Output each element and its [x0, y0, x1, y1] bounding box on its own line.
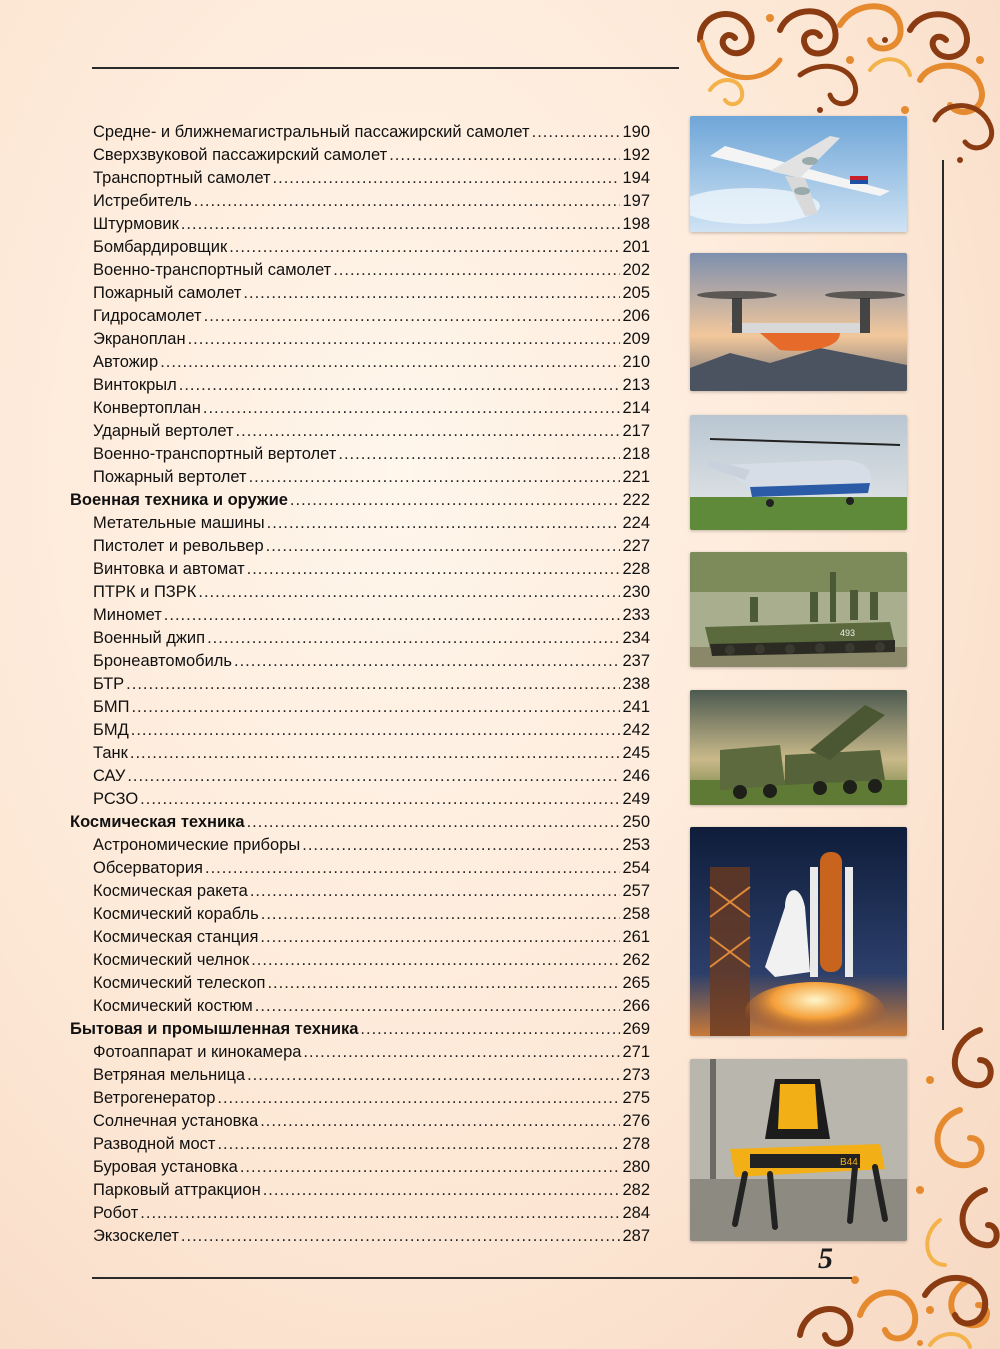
toc-entry [70, 443, 650, 466]
toc-entry [70, 167, 650, 190]
toc-section [70, 489, 650, 512]
toc-title: Буровая установка [93, 1158, 238, 1176]
toc-page-number: 257 [622, 882, 650, 900]
toc-title: Парковый аттракцион [93, 1181, 261, 1199]
toc-title: Ветряная мельница [93, 1066, 246, 1084]
toc-leader-dots [302, 834, 620, 857]
toc-entry [70, 765, 650, 788]
toc-entry [70, 351, 650, 374]
toc-entry [70, 328, 650, 351]
toc-title: Фотоаппарат и кинокамера [93, 1043, 302, 1061]
toc-leader-dots [338, 443, 620, 466]
bottom-rule [92, 1277, 852, 1279]
toc-page-number: 237 [622, 652, 650, 670]
toc-entry [70, 512, 650, 535]
toc-title: Сверхзвуковой пассажирский самолет [93, 146, 388, 164]
toc-page-number: 194 [622, 169, 650, 187]
toc-entry [70, 190, 650, 213]
toc-leader-dots [131, 719, 621, 742]
toc-page-number: 249 [622, 790, 650, 808]
toc-title: Космический костюм [93, 997, 253, 1015]
toc-title: Экзоскелет [93, 1227, 179, 1245]
toc-leader-dots [249, 466, 621, 489]
toc-entry [70, 420, 650, 443]
toc-leader-dots [261, 903, 621, 926]
toc-page-number: 242 [622, 721, 650, 739]
toc-section [70, 811, 650, 834]
toc-title: Пожарный вертолет [93, 468, 247, 486]
toc-leader-dots [247, 558, 621, 581]
photo-passenger-airliner [690, 116, 907, 232]
toc-page-number: 284 [622, 1204, 650, 1222]
toc-entry [70, 213, 650, 236]
toc-title: Пожарный самолет [93, 284, 242, 302]
toc-page-number: 205 [622, 284, 650, 302]
toc-entry [70, 650, 650, 673]
toc-page-number: 258 [622, 905, 650, 923]
toc-page-number: 245 [622, 744, 650, 762]
toc-leader-dots [181, 213, 621, 236]
toc-page-number: 276 [622, 1112, 650, 1130]
toc-page-number: 233 [622, 606, 650, 624]
toc-leader-dots [181, 1225, 621, 1248]
toc-title: Миномет [93, 606, 162, 624]
toc-entry [70, 949, 650, 972]
toc-leader-dots [236, 420, 621, 443]
toc-page-number: 266 [622, 997, 650, 1015]
photo-robot-dog [690, 1059, 907, 1241]
toc-leader-dots [267, 512, 621, 535]
toc-page-number: 253 [622, 836, 650, 854]
toc-leader-dots [263, 1179, 621, 1202]
photo-rocket-launcher [690, 690, 907, 805]
toc-entry [70, 581, 650, 604]
toc-title: Винтовка и автомат [93, 560, 245, 578]
toc-title: Космический корабль [93, 905, 259, 923]
toc-page-number: 271 [622, 1043, 650, 1061]
toc-entry [70, 1133, 650, 1156]
toc-leader-dots [204, 305, 621, 328]
toc-entry [70, 627, 650, 650]
toc-leader-dots [240, 1156, 621, 1179]
toc-title: Транспортный самолет [93, 169, 271, 187]
toc-entry [70, 1156, 650, 1179]
toc-page-number: 213 [622, 376, 650, 394]
toc-entry [70, 236, 650, 259]
toc-leader-dots [389, 144, 620, 167]
toc-title: РСЗО [93, 790, 139, 808]
toc-leader-dots [273, 167, 621, 190]
toc-page-number: 238 [622, 675, 650, 693]
toc-leader-dots [267, 972, 620, 995]
toc-page-number: 209 [622, 330, 650, 348]
toc-entry [70, 1179, 650, 1202]
toc-entry [70, 1225, 650, 1248]
toc-leader-dots [130, 742, 621, 765]
toc-entry [70, 673, 650, 696]
toc-leader-dots [207, 627, 620, 650]
toc-title: Штурмовик [93, 215, 179, 233]
toc-title: Космическая техника [70, 813, 245, 831]
toc-page-number: 210 [622, 353, 650, 371]
toc-leader-dots [140, 1202, 620, 1225]
toc-leader-dots [179, 374, 621, 397]
toc-leader-dots [127, 765, 620, 788]
toc-entry [70, 1041, 650, 1064]
toc-page-number: 221 [622, 468, 650, 486]
toc-leader-dots [303, 1041, 620, 1064]
toc-entry [70, 1202, 650, 1225]
toc-title: Военная техника и оружие [70, 491, 288, 509]
toc-entry [70, 857, 650, 880]
toc-leader-dots [333, 259, 620, 282]
toc-title: Космическая ракета [93, 882, 248, 900]
toc-entry [70, 742, 650, 765]
toc-leader-dots [247, 1064, 620, 1087]
toc-leader-dots [217, 1133, 620, 1156]
toc-entry [70, 282, 650, 305]
toc-page-number: 254 [622, 859, 650, 877]
toc-leader-dots [266, 535, 621, 558]
toc-page-number: 250 [622, 813, 650, 831]
toc-entry [70, 535, 650, 558]
toc-leader-dots [260, 926, 620, 949]
toc-leader-dots [205, 857, 620, 880]
toc-page-number: 214 [622, 399, 650, 417]
toc-entry [70, 995, 650, 1018]
toc-entry [70, 903, 650, 926]
toc-title: ПТРК и ПЗРК [93, 583, 197, 601]
photo-tracked-vehicle [690, 552, 907, 667]
toc-title: БМД [93, 721, 129, 739]
toc-leader-dots [131, 696, 620, 719]
toc-page-number: 241 [622, 698, 650, 716]
toc-leader-dots [243, 282, 620, 305]
toc-page-number: 224 [622, 514, 650, 532]
toc-title: Средне- и ближнемагистральный пассажирский самолет [93, 123, 530, 141]
swirl-ornament-bottom [780, 1255, 1000, 1349]
toc-leader-dots [188, 328, 621, 351]
toc-entry [70, 880, 650, 903]
toc-title: САУ [93, 767, 126, 785]
toc-leader-dots [217, 1087, 620, 1110]
toc-title: Экраноплан [93, 330, 186, 348]
tank-number: 493 [840, 628, 856, 638]
toc-title: Бронеавтомобиль [93, 652, 233, 670]
toc-title: Робот [93, 1204, 139, 1222]
toc-page-number: 262 [622, 951, 650, 969]
toc-title: Военно-транспортный вертолет [93, 445, 337, 463]
table-of-contents [70, 121, 650, 1248]
toc-page-number: 227 [622, 537, 650, 555]
toc-title: Военный джип [93, 629, 206, 647]
toc-title: Разводной мост [93, 1135, 216, 1153]
toc-page-number: 201 [622, 238, 650, 256]
toc-title: Космическая станция [93, 928, 259, 946]
toc-page-number: 198 [622, 215, 650, 233]
toc-title: БМП [93, 698, 130, 716]
toc-leader-dots [260, 1110, 620, 1133]
photo-helicopter [690, 415, 907, 530]
toc-title: Гидросамолет [93, 307, 202, 325]
toc-title: Ветрогенератор [93, 1089, 216, 1107]
toc-title: Бытовая и промышленная техника [70, 1020, 359, 1038]
toc-leader-dots [198, 581, 620, 604]
toc-title: Космический челнок [93, 951, 250, 969]
toc-entry [70, 121, 650, 144]
toc-title: Конвертоплан [93, 399, 201, 417]
toc-leader-dots [532, 121, 621, 144]
toc-entry [70, 144, 650, 167]
toc-page-number: 192 [622, 146, 650, 164]
toc-leader-dots [290, 489, 621, 512]
toc-page-number: 275 [622, 1089, 650, 1107]
toc-title: Пистолет и револьвер [93, 537, 264, 555]
toc-title: Обсерватория [93, 859, 203, 877]
toc-page-number: 218 [622, 445, 650, 463]
toc-page-number: 222 [622, 491, 650, 509]
toc-leader-dots [255, 995, 621, 1018]
toc-entry [70, 374, 650, 397]
toc-leader-dots [251, 949, 620, 972]
robot-label: B44 [840, 1157, 858, 1168]
toc-entry [70, 719, 650, 742]
toc-title: Ударный вертолет [93, 422, 234, 440]
toc-title: Автожир [93, 353, 159, 371]
toc-page-number: 197 [622, 192, 650, 210]
toc-page-number: 282 [622, 1181, 650, 1199]
toc-leader-dots [234, 650, 620, 673]
toc-page-number: 190 [622, 123, 650, 141]
toc-leader-dots [194, 190, 621, 213]
toc-title: Астрономические приборы [93, 836, 301, 854]
toc-title: Истребитель [93, 192, 192, 210]
toc-title: БТР [93, 675, 125, 693]
page-number: 5 [818, 1242, 833, 1275]
toc-entry [70, 259, 650, 282]
toc-page-number: 278 [622, 1135, 650, 1153]
toc-title: Космический телескоп [93, 974, 266, 992]
toc-page-number: 230 [622, 583, 650, 601]
toc-entry [70, 558, 650, 581]
toc-page-number: 269 [622, 1020, 650, 1038]
toc-page-number: 280 [622, 1158, 650, 1176]
toc-page-number: 246 [622, 767, 650, 785]
toc-entry [70, 1110, 650, 1133]
toc-leader-dots [247, 811, 621, 834]
toc-entry [70, 604, 650, 627]
toc-title: Бомбардировщик [93, 238, 228, 256]
toc-page-number: 265 [622, 974, 650, 992]
toc-leader-dots [229, 236, 620, 259]
toc-entry [70, 305, 650, 328]
toc-leader-dots [203, 397, 621, 420]
toc-page-number: 261 [622, 928, 650, 946]
toc-entry [70, 1087, 650, 1110]
toc-page-number: 228 [622, 560, 650, 578]
toc-page-number: 206 [622, 307, 650, 325]
toc-entry [70, 466, 650, 489]
top-rule [92, 67, 679, 69]
right-rule [942, 160, 944, 1030]
toc-entry [70, 834, 650, 857]
toc-page-number: 273 [622, 1066, 650, 1084]
toc-title: Винтокрыл [93, 376, 177, 394]
toc-title: Солнечная установка [93, 1112, 259, 1130]
toc-section [70, 1018, 650, 1041]
toc-entry [70, 1064, 650, 1087]
toc-entry [70, 696, 650, 719]
toc-leader-dots [160, 351, 620, 374]
photo-space-shuttle-launch [690, 827, 907, 1036]
toc-leader-dots [164, 604, 621, 627]
toc-title: Метательные машины [93, 514, 265, 532]
toc-page-number: 287 [622, 1227, 650, 1245]
toc-entry [70, 926, 650, 949]
toc-page-number: 202 [622, 261, 650, 279]
toc-entry [70, 397, 650, 420]
toc-leader-dots [140, 788, 620, 811]
toc-title: Военно-транспортный самолет [93, 261, 332, 279]
toc-page-number: 234 [622, 629, 650, 647]
toc-leader-dots [250, 880, 621, 903]
toc-leader-dots [360, 1018, 620, 1041]
toc-entry [70, 972, 650, 995]
toc-page-number: 217 [622, 422, 650, 440]
toc-leader-dots [126, 673, 620, 696]
toc-title: Танк [93, 744, 128, 762]
toc-entry [70, 788, 650, 811]
photo-tiltrotor [690, 253, 907, 391]
